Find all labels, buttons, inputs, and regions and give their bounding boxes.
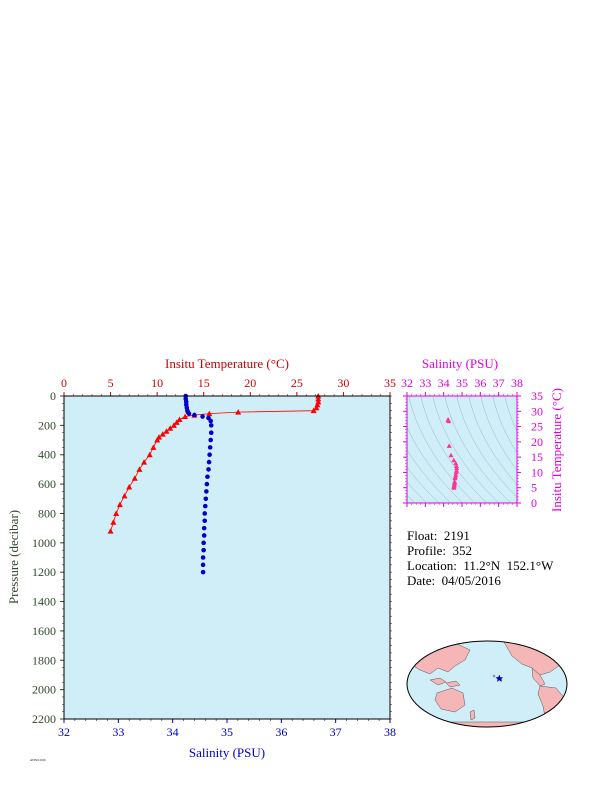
pressure-tick-label: 2200 bbox=[32, 712, 56, 726]
salinity-point bbox=[202, 526, 207, 531]
salinity-tick-label: 33 bbox=[112, 725, 125, 739]
ts-y-tick-label: 35 bbox=[531, 389, 543, 403]
salinity-tick-label: 35 bbox=[221, 725, 233, 739]
ts-x-tick-label: 33 bbox=[419, 376, 432, 390]
ts-y-tick-label: 25 bbox=[531, 419, 543, 434]
salinity-point bbox=[201, 570, 206, 575]
ts-y-tick-label: 30 bbox=[531, 404, 543, 419]
float-id: Float: 2191 bbox=[407, 528, 470, 543]
salinity-point bbox=[201, 555, 206, 560]
temperature-axis-ticks bbox=[61, 376, 396, 396]
temperature-tick-label: 30 bbox=[337, 376, 350, 390]
pressure-tick-label: 800 bbox=[38, 506, 56, 521]
ts-y-tick-label: 5 bbox=[531, 480, 537, 495]
salinity-tick-label: 37 bbox=[329, 725, 342, 739]
ts-x-tick-label: 36 bbox=[474, 376, 487, 390]
profile-number: Profile: 352 bbox=[407, 543, 472, 558]
salinity-point bbox=[203, 504, 208, 509]
salinity-point bbox=[205, 474, 210, 479]
salinity-point bbox=[208, 445, 213, 450]
ts-x-tick-label: 35 bbox=[456, 376, 468, 390]
ts-x-tick-label: 37 bbox=[492, 376, 505, 390]
temperature-tick-label: 10 bbox=[151, 376, 164, 390]
salinity-point bbox=[208, 419, 213, 424]
salinity-point bbox=[200, 414, 205, 419]
temperature-tick-label: 0 bbox=[61, 376, 67, 390]
ts-temperature-axis-label: Insitu Temperature (°C) bbox=[549, 388, 564, 512]
pressure-tick-label: 1000 bbox=[32, 535, 56, 550]
location-map bbox=[407, 636, 570, 730]
salinity-point bbox=[201, 548, 206, 553]
temperature-tick-label: 25 bbox=[290, 376, 303, 390]
pressure-tick-label: 1400 bbox=[32, 594, 56, 609]
salinity-point bbox=[207, 460, 212, 465]
salinity-point bbox=[204, 489, 209, 494]
pressure-profile-plot bbox=[6, 356, 396, 760]
temperature-tick-label: 5 bbox=[107, 376, 114, 390]
pressure-tick-label: 1200 bbox=[32, 565, 56, 580]
salinity-point bbox=[206, 467, 211, 472]
temperature-tick-label: 20 bbox=[244, 376, 257, 390]
ts-y-tick-label: 0 bbox=[531, 496, 537, 510]
salinity-point bbox=[207, 452, 212, 457]
pressure-tick-label: 200 bbox=[38, 418, 56, 433]
ts-y-tick-label: 20 bbox=[531, 434, 543, 449]
salinity-point bbox=[204, 496, 209, 501]
salinity-point bbox=[192, 413, 197, 418]
salinity-point bbox=[202, 511, 207, 516]
pressure-tick-label: 0 bbox=[50, 389, 56, 403]
temperature-tick-label: 15 bbox=[197, 376, 210, 390]
temperature-tick-label: 35 bbox=[384, 376, 396, 390]
salinity-axis-ticks bbox=[58, 719, 396, 739]
salinity-axis-label: Salinity (PSU) bbox=[188, 745, 266, 760]
salinity-tick-label: 34 bbox=[166, 725, 179, 739]
profile-plot-background bbox=[64, 396, 390, 719]
float-location: Location: 11.2°N 152.1°W bbox=[407, 558, 554, 573]
ts-y-tick-label: 10 bbox=[531, 465, 543, 480]
pressure-tick-label: 600 bbox=[38, 477, 56, 492]
salinity-tick-label: 32 bbox=[58, 725, 70, 739]
salinity-point bbox=[209, 430, 214, 435]
footer-credit: AVISO 2016 bbox=[30, 758, 46, 762]
ts-x-tick-label: 34 bbox=[437, 376, 450, 390]
pressure-axis-label: Pressure (decibar) bbox=[6, 509, 21, 605]
pressure-tick-label: 400 bbox=[38, 447, 56, 462]
float-info-block bbox=[407, 528, 553, 588]
salinity-point bbox=[202, 533, 207, 538]
ts-x-tick-label: 32 bbox=[401, 376, 413, 390]
ts-salinity-axis-label: Salinity (PSU) bbox=[421, 356, 499, 371]
salinity-tick-label: 36 bbox=[275, 725, 288, 739]
salinity-tick-label: 38 bbox=[384, 725, 396, 739]
salinity-point bbox=[201, 563, 206, 568]
pressure-tick-label: 1800 bbox=[32, 653, 56, 668]
salinity-point bbox=[205, 482, 210, 487]
profile-date: Date: 04/05/2016 bbox=[407, 573, 501, 588]
salinity-point bbox=[187, 411, 192, 416]
pressure-tick-label: 1600 bbox=[32, 623, 56, 638]
salinity-point bbox=[208, 438, 213, 443]
salinity-point bbox=[209, 423, 214, 428]
temperature-axis-label: Insitu Temperature (°C) bbox=[165, 356, 289, 371]
salinity-point bbox=[202, 518, 207, 523]
ts-x-tick-label: 38 bbox=[511, 376, 523, 390]
salinity-point bbox=[201, 541, 206, 546]
pressure-tick-label: 2000 bbox=[32, 682, 56, 697]
ts-y-tick-label: 15 bbox=[531, 450, 543, 465]
